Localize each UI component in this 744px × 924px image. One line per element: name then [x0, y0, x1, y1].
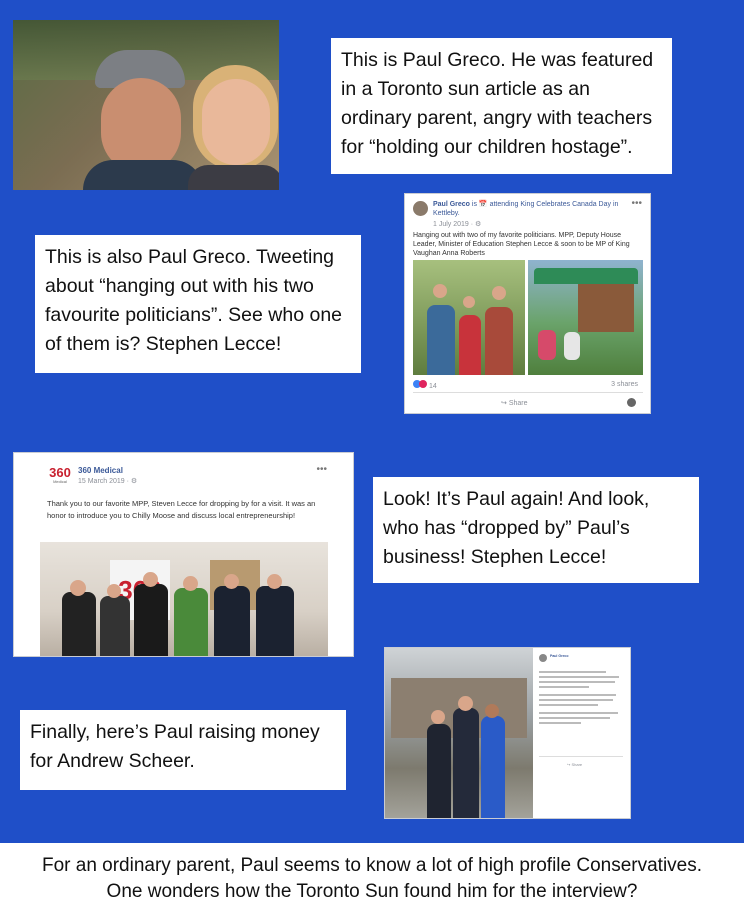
post-panel [537, 652, 627, 816]
post-date: 1 July 2019 · ⚙ [433, 221, 482, 228]
man-figure [83, 50, 203, 190]
facebook-post-360-medical [13, 452, 354, 657]
post-author[interactable]: 360 Medical [78, 466, 123, 475]
selfie-photo [13, 20, 279, 190]
logo-text: 360 [49, 465, 71, 480]
post-photo-fair [528, 260, 643, 375]
caption-intro-text: This is Paul Greco. He was featured in a Toronto sun article as an ordinary parent, angry with teachers for “holding our children hostage”. [341, 49, 654, 158]
post-text: Thank you to our favorite MPP, Steven Lecce for dropping by for a visit. It was an honor to introduce you to Chilly Moose and discuss local entrepreneurship! [47, 499, 316, 520]
post-header [433, 200, 623, 218]
caption-business-visit [373, 477, 699, 583]
footer-line-1: For an ordinary parent, Paul seems to know a lot of high profile Conservatives. [41, 855, 703, 876]
post-author[interactable]: Paul Greco [550, 654, 569, 658]
caption-fundraising-text: Finally, here’s Paul raising money for Andrew Scheer. [30, 721, 320, 772]
post-body-lines [539, 668, 623, 727]
post-text: Hanging out with two of my favorite politicians. MPP, Deputy House Leader, Minister of Education Stephen Lecce & soon to be MP of King Vaughan Anna Roberts [413, 232, 630, 257]
post-photo-group [413, 260, 525, 375]
share-button[interactable]: ↪ Share [501, 400, 528, 407]
reaction-icons[interactable] [413, 380, 437, 390]
caption-business-visit-text: Look! It’s Paul again! And look, who has “dropped by” Paul’s business! Stephen Lecce! [383, 488, 650, 568]
shares-count[interactable]: 3 shares [611, 381, 638, 388]
caption-fundraising [20, 710, 346, 790]
more-options-icon[interactable]: ••• [316, 464, 327, 475]
share-icon: ↪ [501, 400, 507, 407]
divider [413, 392, 643, 393]
fundraising-photo [385, 648, 533, 819]
post-photo-team [40, 542, 328, 657]
caption-tweeting [35, 235, 361, 373]
divider [539, 756, 623, 757]
post-activity: is 📅 attending King Celebrates Canada Day in Kettleby. [433, 201, 619, 217]
avatar [539, 654, 547, 662]
facebook-post-canada-day [404, 193, 651, 414]
caption-intro [331, 38, 672, 174]
company-logo [47, 466, 73, 484]
avatar [413, 201, 428, 216]
footer-line-2: One wonders how the Toronto Sun found him for the interview? [106, 881, 638, 902]
post-author[interactable]: Paul Greco [433, 201, 470, 208]
facebook-post-fundraising [384, 647, 631, 819]
conclusion-footer [0, 843, 744, 924]
share-icon: ↪ [567, 762, 571, 767]
share-button[interactable]: ↪ Share [567, 762, 583, 767]
audience-icon[interactable] [627, 398, 636, 407]
post-date: 15 March 2019 · ⚙ [78, 478, 138, 485]
caption-tweeting-text: This is also Paul Greco. Tweeting about “hanging out with his two favourite politicians”. See who one of them is? Stephen Lecce! [45, 246, 343, 355]
more-options-icon[interactable]: ••• [631, 198, 642, 209]
logo-subtext: Medical [53, 479, 67, 484]
reaction-count: 14 [428, 383, 437, 390]
woman-figure [188, 65, 279, 190]
